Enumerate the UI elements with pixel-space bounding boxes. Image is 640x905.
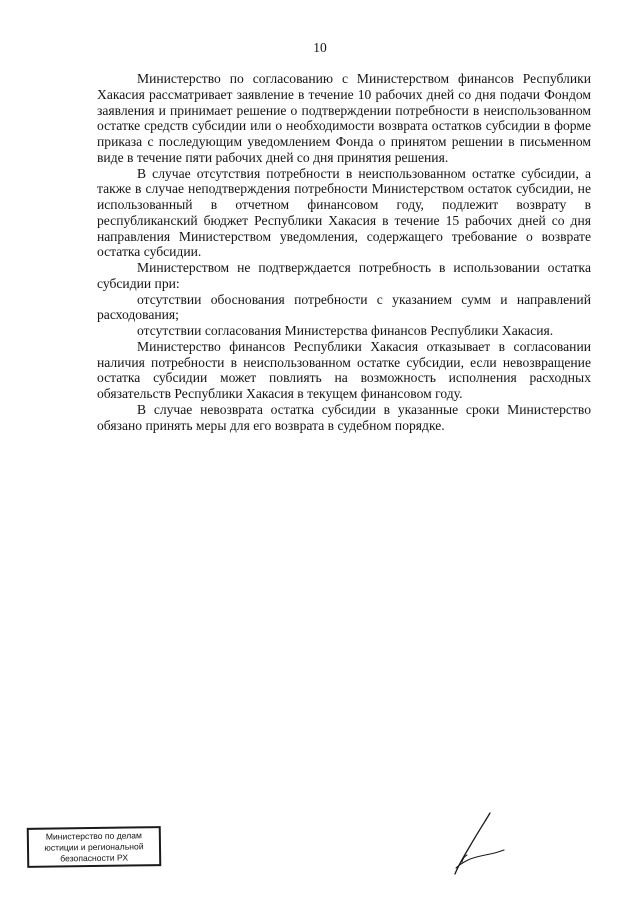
- registration-stamp: [27, 826, 162, 868]
- paragraph-condition-no-justification: отсутствии обоснования потребности с указанием сумм и направлений расходования;: [97, 291, 591, 323]
- stamp-line-1: Министерство по делам: [45, 830, 142, 842]
- paragraph-return-obligation: В случае отсутствия потребности в неиспользованном остатке субсидии, а также в случае неподтверждения потребности Министерством остаток субсидии, не использованный в отчетном финансовом году, подлежит возврату в республиканский бюджет Республики Хакасия в течение 15 рабочих дней со дня направления Министерством уведомления, содержащего требование о возврате остатка субсидии.: [97, 165, 591, 260]
- paragraph-not-confirmed-conditions: Министерством не подтверждается потребность в использовании остатка субсидии при:: [97, 260, 591, 291]
- paragraph-ministry-refusal: Министерство финансов Республики Хакасия отказывает в согласовании наличия потребности в неиспользованном остатке субсидии, если невозвращение остатка субсидии может повлиять на возможность исполнения расходных обязательств Республики Хакасия в текущем финансовом году.: [97, 338, 591, 401]
- paragraph-condition-no-agreement: отсутствии согласования Министерства финансов Республики Хакасия.: [137, 323, 554, 338]
- paragraph-court-recovery: В случае невозврата остатка субсидии в указанные сроки Министерство обязано принять меры для его возврата в судебном порядке.: [97, 401, 591, 433]
- page-number: 10: [313, 40, 327, 55]
- paragraph-review-procedure: Министерство по согласованию с Министерством финансов Республики Хакасия рассматривает заявление в течение 10 рабочих дней со дня подачи Фондом заявления и принимает решение о подтверждении потребности в неиспользованном остатке средств субсидии или о необходимости возврата остатков субсидии в форме приказа с последующим уведомлением Фонда о принятом решении в письменном виде в течение пяти рабочих дней со дня принятия решения.: [97, 71, 591, 165]
- stamp-line-2: юстиции и региональной: [44, 841, 144, 853]
- document-body: [97, 71, 591, 433]
- stamp-line-3: безопасности РХ: [60, 852, 129, 864]
- signature-icon: [446, 810, 506, 880]
